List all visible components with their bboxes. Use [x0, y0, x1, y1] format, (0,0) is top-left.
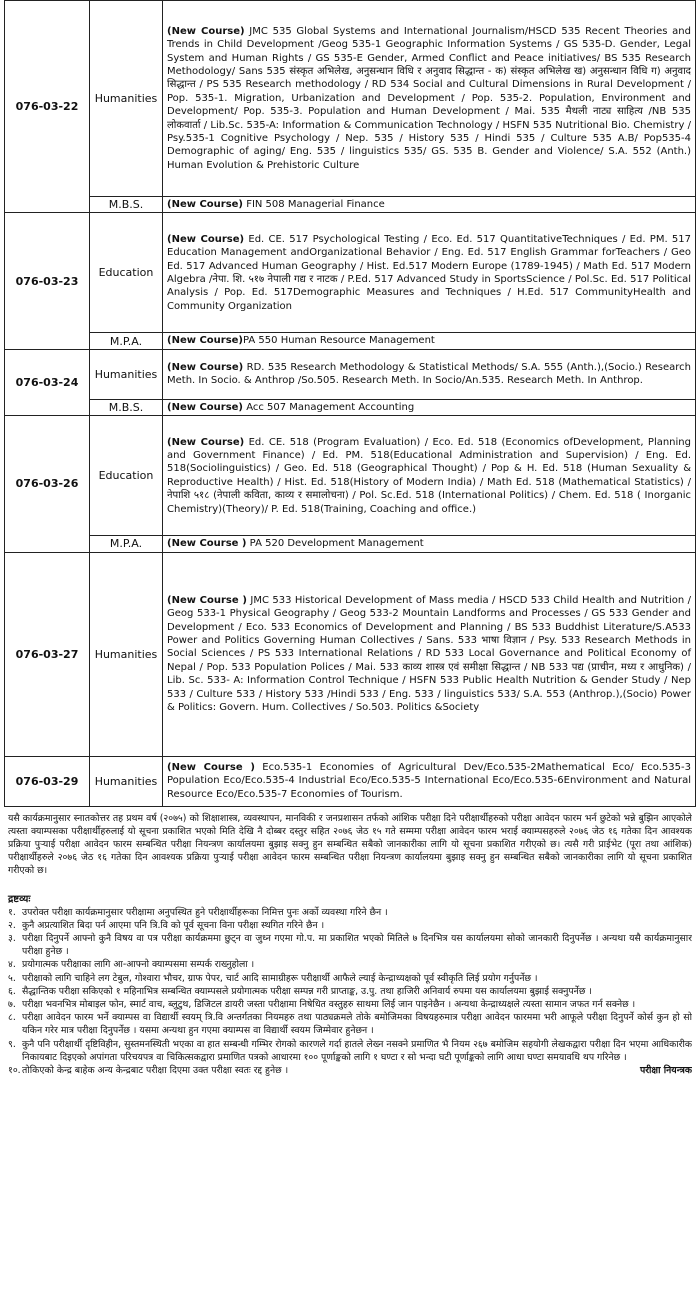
course-tag: (New Course): [167, 233, 245, 245]
exam-date: 076-03-23: [5, 213, 90, 349]
note-text: सैद्धान्तिक परीक्षा सकिएको १ महिनाभित्र सम्बन्धित क्याम्पसले प्रयोगात्मक परीक्षा सम्पन्न गरी प्राप्ताङ्क, उ.पु. तथा हाजिरी अनिवार्य रुपमा यस कार्यालयमा बुझाई सक्नुपर्नेछ ।: [22, 985, 592, 997]
note-number: २.: [8, 919, 16, 931]
notes-heading: द्रष्टव्यः: [8, 893, 31, 905]
note-number: ७.: [8, 999, 16, 1011]
subjects: [163, 536, 696, 552]
subject-list: PA 520 Development Management: [246, 538, 424, 550]
schedule-row: [5, 197, 696, 213]
note-item: [8, 958, 692, 971]
schedule-row: [5, 213, 696, 333]
schedule-row: [5, 552, 696, 756]
subject-list: Eco.535-1 Economies of Agricultural Dev/Eco.535-2Mathematical Eco/ Eco.535-3 Population Eco/Eco.535-4 Industrial Eco/Eco.535-5 International Eco/Eco.535-6Environment and Natural Resource Eco/Eco.535-7 Economies of Tourism.: [167, 762, 691, 800]
note-number: ६.: [8, 985, 16, 997]
exam-date: 076-03-26: [5, 416, 90, 552]
note-text: उपरोक्त परीक्षा कार्यक्रमानुसार परीक्षामा अनुपस्थित हुने परीक्षार्थीहरूका निमित्त पुनः अर्को व्यवस्था गरिने छैन ।: [22, 906, 388, 918]
note-number: ३.: [8, 933, 16, 945]
note-number: ८.: [8, 1012, 16, 1024]
faculty: M.B.S.: [90, 197, 163, 213]
exam-date: 076-03-24: [5, 349, 90, 415]
subject-list: JMC 535 Global Systems and International Journalism/HSCD 535 Recent Theories and Trends in Child Development /Geog 535-1 Geographic Information Systems / GS 535-D. Gender, Legal System and Human Rights / GS 535-E Gender, Armed Conflict and Peace initiatives/ BS 535 Research Methodology/ Sans 535 संस्कृत अभिलेख, अनुसन्धान विधि र अनुवाद सिद्धान्त - क) संस्कृत अभिलेख ख) अनुसन्धान विधि ग) अनुवाद सिद्धान्त / PS 535 Research methodology / RD 534 Social and Cultural Dimensions in Rural Development / Pop. 535-1. Migration, Urbanization and Development / Pop. 535-2. Population, Environment and Development/ Pop. 535-3. Population and Human Development / Mai. 535 मैथली नाट्य साहित्य /NB 535 लोकवार्ता / Lib.Sc. 535-A: Information & Communication Technology / HSFN 535 Nutritional Bio. Chemistry / Psy.535-1 Cognitive Psychology / Nep. 535 / History 535 / Hindi 535 / Culture 535 A.B/ Pop535-4 Demographic of aging/ Eng. 535 / linguistics 535/ GS. 535 B. Gender and Violence/ S.A. 552 (Anth.) Human Evolution & Prehistoric Culture: [167, 25, 691, 171]
faculty: M.P.A.: [90, 536, 163, 552]
note-number: १०.: [8, 1065, 21, 1077]
faculty: Education: [90, 213, 163, 333]
note-text: प्रयोगात्मक परीक्षाका लागि आ-आफ्नो क्याम्पसमा सम्पर्क राख्नुहोला ।: [22, 959, 255, 971]
note-text: परीक्षा आवेदन फारम भर्ने क्याम्पस वा विद्यार्थी स्वयम् त्रि.वि अन्तर्गतका नियमहरु तथा पाठ्यक्रमले तोके बमोजिमका विषयहरुमात्र परीक्षा आवेदन फारममा भरी आफूले परीक्षा दिनुपर्ने कोर्स कुन हो सो यकिन गरेर मात्र परीक्षा दिनुपर्नेछ । यसमा अन्यथा हुन गएमा क्याम्पस वा विद्यार्थी स्वयम जिम्मेवार हुनेछन ।: [22, 1012, 692, 1037]
subject-list: RD. 535 Research Methodology & Statistical Methods/ S.A. 555 (Anth.),(Socio.) Research Meth. In Socio. & Anthrop /So.505. Research Meth. In Socio/An.535. Research Meth. In Anthrop.: [167, 361, 691, 387]
note-number: ९.: [8, 1038, 16, 1050]
course-tag: (New Course ): [167, 762, 255, 774]
subject-list: Acc 507 Management Accounting: [243, 401, 415, 413]
note-item: [8, 906, 692, 919]
subject-list: Ed. CE. 518 (Program Evaluation) / Eco. Ed. 518 (Economics ofDevelopment, Planning and Government Finance) / Ed. PM. 518(Educational Administration and Supervision) / Eng. Ed. 518(Sociolinguistics) / Geo. Ed. 518 (Geographical Thought) / Pop & H. Ed. 518 (Human Sexuality & Reproductive Health) / Hist. Ed. 518(History of Modern India) / Math Ed. 518 (Mathematical Statistics) /नेपाशि ५१८ (नेपाली कविता, काव्य र समालोचना) / Pol. Sc.Ed. 518 (International Politics) / Chem. Ed. 518 ( Inorganic Chemistry)(Theory)/ P. Ed. 518(Training, Coaching and office.): [167, 436, 691, 515]
faculty: Humanities: [90, 552, 163, 756]
signature: परीक्षा नियन्त्रक: [639, 1065, 692, 1077]
subjects: [163, 416, 696, 536]
subject-list: PA 550 Human Resource Management: [243, 335, 435, 347]
exam-date: 076-03-29: [5, 756, 90, 806]
subjects: [163, 333, 696, 349]
schedule-row: [5, 349, 696, 399]
course-tag: (New Course ): [167, 594, 247, 606]
subjects: [163, 213, 696, 333]
note-text: परीक्षा भवनभित्र मोबाइल फोन, स्मार्ट वाच, ब्लुटुथ, डिजिटल डायरी जस्ता परीक्षामा निषेधित वस्तुहरु साथमा लिई जान पाइनेछैन । अन्यथा केन्द्राध्यक्षले त्यस्ता सामान जफत गर्न सक्नेछ ।: [22, 999, 636, 1011]
subject-list: Ed. CE. 517 Psychological Testing / Eco. Ed. 517 QuantitativeTechniques / Ed. PM. 517 Education Management andOrganizational Behavior / Eng. Ed. 517 English Grammar forTeachers / Geo Ed. 517 Advanced Human Geography / Hist. Ed.517 Modern Europe (1789-1945) / Math Ed. 517 Modern Algebra /नेपा. शि. ५१७ नेपाली गद्य र नाटक / P.Ed. 517 Advanced Study in SportsScience / Pol.Sc. Ed. 517 Political Analysis / Pop. Ed. 517Demographic Measures and Techniques / H.Ed. 517 CommunityHealth and Community Organization: [167, 233, 691, 312]
course-tag: (New Course): [167, 199, 244, 210]
schedule-row: [5, 536, 696, 552]
note-item: [8, 1011, 692, 1037]
subjects: [163, 197, 696, 213]
subjects: [163, 399, 696, 415]
note-text: कुनै अप्रत्याशित बिदा पर्न आएमा पनि त्रि.वि को पूर्व सूचना विना परीक्षा स्थगित गरिने छैन ।: [22, 919, 325, 931]
course-tag: (New Course): [167, 361, 244, 373]
note-number: १.: [8, 906, 16, 918]
schedule-row: [5, 399, 696, 415]
exam-date: 076-03-22: [5, 1, 90, 213]
note-item: [8, 1064, 692, 1077]
note-text: परीक्षाको लागि चाहिने लग टेबुल, गोश्वारा भौचर, ग्राफ पेपर, चार्ट आदि सामाग्रीहरू परीक्षार्थी आफैले ल्याई केन्द्राध्यक्षको पूर्व स्वीकृति लिई प्रयोग गर्नुपर्नेछ ।: [22, 972, 538, 984]
subjects: [163, 349, 696, 399]
note-text: परीक्षा दिनुपर्ने आफ्नो कुनै विषय वा पत्र परीक्षा कार्यक्रममा छुट्न वा जुध्न गएमा गो.प. मा प्रकाशित भएको मितिले ७ दिनभित्र यस कार्यालयमा सोको जानकारी दिनुपर्नेछ । अन्यथा यसै कार्यक्रमानुसार परीक्षा हुनेछ ।: [22, 933, 692, 958]
note-item: [8, 932, 692, 958]
note-item: [8, 972, 692, 985]
schedule-row: [5, 756, 696, 806]
faculty: M.P.A.: [90, 333, 163, 349]
exam-schedule-table: [4, 0, 696, 807]
subject-list: JMC 533 Historical Development of Mass media / HSCD 533 Child Health and Nutrition / Geog 533-1 Physical Geography / Geog 533-2 Mountain Landforms and Processes / GS 533 Gender and Development / Eco. 533 Economics of Development and Planning / BS 533 Buddhist Literature/S.A533 Power and Politics Governing Human Collectives / Sans. 533 भाषा विज्ञान / Psy. 533 Research Methods in Social Sciences / PS 533 International Relations / RD 533 Local Governance and Political Economy of Nepal / Pop. 533 Population Polices / Mai. 533 काव्य शास्त्र एवं समीक्षा सिद्धान्त / NB 533 पद्य (प्राचीन, मध्य र आधुनिक) / Lib. Sc. 533- A: Information Control Technique / HSFN 533 Public Health Nutrition & Gender Study / Nep 533 / Culture 533 / History 533 /Hindi 533 / Eng. 533 / linguistics 533/ S.A. 553 (Anthrop.),(Socio) Power & Politics: Govern. Hum. Collectives / So.503. Politics &Society: [167, 594, 691, 714]
schedule-row: [5, 1, 696, 197]
notice-paragraph: यसै कार्यक्रमानुसार स्नातकोत्तर तह प्रथम वर्ष (२०७५) को शिक्षाशास्त्र, व्यवस्थापन, मानविकी र जनप्रशासन तर्फको आंशिक परीक्षा दिने परीक्षार्थीहरुको परीक्षा आवेदन फारम भर्न छुटेको भन्ने बुझिन आएकोले त्यस्ता क्याम्पसका परीक्षार्थीहरुलाई यो सूचना प्रकाशित भएको मिति देखि नै दोब्बर दस्तुर सहित २०७६ जेठ १५ गते सम्ममा परीक्षा आवेदन फारम भराई क्याम्पसहरुले २०७६ जेठ १६ गतेका दिन आवश्यक प्रक्रिया पुऱ्याई परीक्षा आवेदन फारम सम्बन्धित परीक्षा नियन्त्रण कार्यालयमा बुझाइ सक्नु हुन सम्बन्धित सबैको जानकारीका लागि यो सूचना प्रकाशित गरीएको छ। त्यसै गरी प्राईभेट (पूरा तथा आंशिक) परीक्षार्थीहरुले २०७६ जेठ १६ गतेका दिन आवश्यक प्रक्रिया पुऱ्याई परीक्षा आवेदन फारम सम्बन्धित परीक्षा नियन्त्रण कार्यालयमा बुझाइ सक्नु हुन सम्बन्धित सबैको जानकारीका लागि यो सूचना प्रकाशित गरीएको छ।: [8, 812, 692, 877]
faculty: Humanities: [90, 1, 163, 197]
schedule-row: [5, 333, 696, 349]
note-number: ४.: [8, 959, 16, 971]
course-tag: (New Course): [167, 25, 245, 37]
course-tag: (New Course ): [167, 538, 247, 550]
faculty: M.B.S.: [90, 399, 163, 415]
course-tag: (New Course): [167, 335, 244, 347]
faculty: Humanities: [90, 756, 163, 806]
course-tag: (New Course): [167, 436, 245, 448]
subjects: [163, 756, 696, 806]
faculty: Humanities: [90, 349, 163, 399]
subject-list: FIN 508 Managerial Finance: [243, 199, 385, 210]
note-item: [8, 985, 692, 998]
course-tag: (New Course): [167, 401, 244, 413]
note-item: [8, 919, 692, 932]
faculty: Education: [90, 416, 163, 536]
exam-date: 076-03-27: [5, 552, 90, 756]
note-item: [8, 998, 692, 1011]
note-text: तोकिएको केन्द्र बाहेक अन्य केन्द्रबाट परीक्षा दिएमा उक्त परीक्षा स्वतः रद्द हुनेछ ।: [22, 1065, 289, 1077]
note-item: [8, 1038, 692, 1064]
subjects: [163, 1, 696, 197]
note-number: ५.: [8, 972, 16, 984]
note-text: कुनै पनि परीक्षार्थी दृष्टिविहीन, सुस्तमनस्थिती भएका वा हात सम्बन्धी गम्भिर रोगको कारणले गर्दा हातले लेख्न नसक्ने प्रमाणित भै नियम २६७ बमोजिम सहयोगी लेखकद्वारा परीक्षा दिन भएमा आधिकारीक निकायबाट दिइएको अपांगता परिचयपत्र वा चिकित्सकद्वारा प्रमाणित पत्रको आधारमा १०० पूर्णाङ्कको लागि १ घण्टा र सो भन्दा घटी पूर्णाङ्कको लागि आधा घण्टा समयावधि थप गरिनेछ ।: [22, 1038, 692, 1063]
schedule-row: [5, 416, 696, 536]
subjects: [163, 552, 696, 756]
